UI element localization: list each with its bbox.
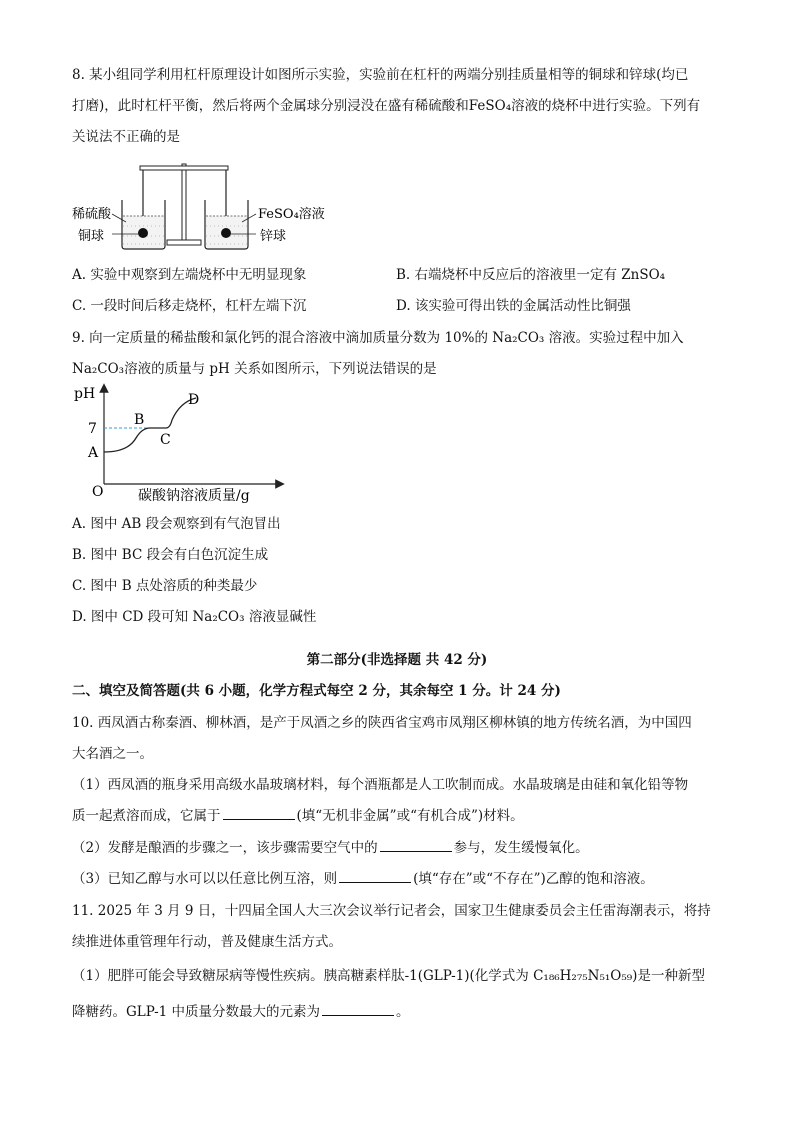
- q10-sub1-line1: （1）西凤酒的瓶身采用高级水晶玻璃材料，每个酒瓶都是人工吹制而成。水晶玻璃是由硅和氧化铅等物: [72, 777, 689, 793]
- origin-label: O: [92, 484, 104, 500]
- label-zinc-ball: 锌球: [260, 229, 287, 244]
- q9-option-d: D. 图中 CD 段可知 Na₂CO₃ 溶液显碱性: [72, 609, 317, 625]
- lever-apparatus-figure: [70, 156, 330, 252]
- label-dilute-sulfuric-acid: 稀硫酸: [72, 207, 112, 222]
- label-copper-ball: 铜球: [78, 229, 105, 244]
- ph-curve: [104, 398, 196, 452]
- point-c-label: C: [160, 432, 171, 448]
- q10-sub1-text-a: 质一起煮溶而成，它属于: [72, 808, 221, 824]
- part2-title: 第二部分(非选择题 共 42 分): [306, 652, 488, 668]
- q11-sub1-text-b: 。: [396, 1004, 410, 1020]
- ph-graph: [70, 380, 290, 506]
- q11-stem-line2: 续推进体重管理年行动，普及健康生活方式。: [72, 934, 342, 950]
- q8-stem-line2: 打磨)，此时杠杆平衡，然后将两个金属球分别浸没在盛有稀硫酸和FeSO₄溶液的烧杯中进行实验。下列有: [72, 98, 701, 114]
- q10-sub3-answer-blank[interactable]: [339, 870, 411, 883]
- q8-option-b: B. 右端烧杯中反应后的溶液里一定有 ZnSO₄: [396, 267, 666, 283]
- q8-stem-line3: 关说法不正确的是: [72, 129, 180, 145]
- q11-sub1-text-a: 降糖药。GLP-1 中质量分数最大的元素为: [72, 1004, 321, 1020]
- q9-stem-line1: 9. 向一定质量的稀盐酸和氯化钙的混合溶液中滴加质量分数为 10%的 Na₂CO₃ 溶液。实验过程中加入: [72, 330, 684, 346]
- q11-sub1-line2: [72, 1003, 732, 1021]
- x-axis-label: 碳酸钠溶液质量/g: [138, 488, 250, 504]
- q9-option-b: B. 图中 BC 段会有白色沉淀生成: [72, 547, 269, 563]
- q10-stem-line1: 10. 西凤酒古称秦酒、柳林酒，是产于凤酒之乡的陕西省宝鸡市凤翔区柳林镇的地方传统名酒，为中国四: [72, 715, 692, 731]
- q10-sub3-text-a: （3）已知乙醇与水可以以任意比例互溶，则: [72, 871, 338, 887]
- section2-title: 二、填空及简答题(共 6 小题，化学方程式每空 2 分，其余每空 1 分。计 24 分): [72, 683, 561, 699]
- q10-stem-line2: 大名酒之一。: [72, 746, 153, 762]
- q10-sub1-text-b: (填“无机非金属”或“有机合成”)材料。: [296, 808, 524, 824]
- y-axis-label: pH: [74, 386, 96, 402]
- q8-option-d: D. 该实验可得出铁的金属活动性比铜强: [396, 298, 631, 314]
- q11-stem-line1: 11. 2025 年 3 月 9 日，十四届全国人大三次会议举行记者会，国家卫生健康委员会主任雷海潮表示，将持: [72, 903, 711, 919]
- q10-sub3: [72, 870, 732, 888]
- q8-option-a: A. 实验中观察到左端烧杯中无明显现象: [72, 267, 307, 283]
- q10-sub1-line2: [72, 807, 732, 825]
- q10-sub1-answer-blank[interactable]: [223, 807, 295, 820]
- q9-option-a: A. 图中 AB 段会观察到有气泡冒出: [72, 516, 281, 532]
- y-tick-7: 7: [88, 421, 97, 437]
- q9-stem-line2: Na₂CO₃溶液的质量与 pH 关系如图所示，下列说法错误的是: [72, 361, 437, 377]
- point-a-label: A: [88, 445, 99, 461]
- q10-sub2-answer-blank[interactable]: [380, 839, 452, 852]
- q11-sub1-answer-blank[interactable]: [322, 1003, 394, 1016]
- q10-sub3-text-b: (填“存在”或“不存在”)乙醇的饱和溶液。: [413, 871, 654, 887]
- q10-sub2-text-b: 参与，发生缓慢氧化。: [453, 840, 589, 856]
- point-b-label: B: [134, 412, 145, 428]
- label-feso4-solution: FeSO₄溶液: [258, 207, 325, 222]
- q8-stem-line1: 8. 某小组同学利用杠杆原理设计如图所示实验，实验前在杠杆的两端分别挂质量相等的铜球和锌球(均已: [72, 67, 689, 83]
- q9-option-c: C. 图中 B 点处溶质的种类最少: [72, 578, 258, 594]
- point-d-label: D: [188, 392, 200, 408]
- q10-sub2-text-a: （2）发酵是酿酒的步骤之一，该步骤需要空气中的: [72, 840, 378, 856]
- q8-option-c: C. 一段时间后移走烧杯，杠杆左端下沉: [72, 298, 307, 314]
- q10-sub2: [72, 839, 732, 857]
- q11-sub1-line1: （1）肥胖可能会导致糖尿病等慢性疾病。胰高糖素样肽-1(GLP-1)(化学式为 C₁₈₆H₂₇₅N₅₁O₅₉)是一种新型: [72, 968, 705, 984]
